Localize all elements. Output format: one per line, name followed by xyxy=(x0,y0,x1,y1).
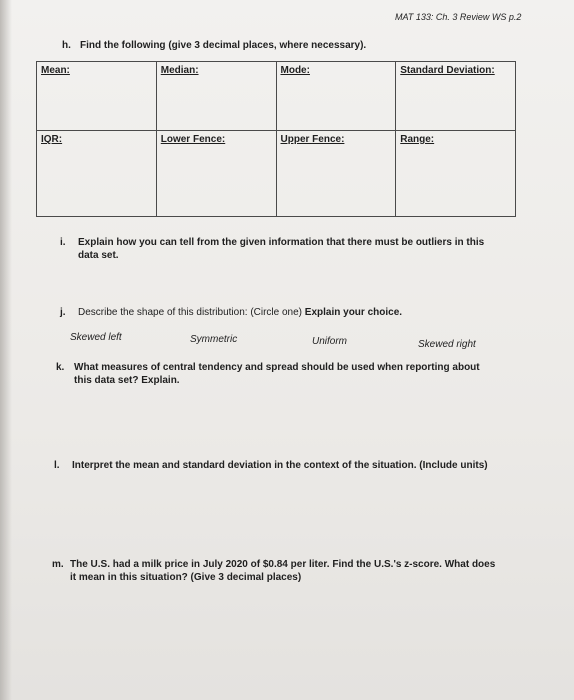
option-symmetric[interactable]: Symmetric xyxy=(190,334,238,345)
mode-label: Mode: xyxy=(280,65,310,76)
question-j-bold: Explain your choice. xyxy=(304,307,403,318)
upper-fence-label: Upper Fence: xyxy=(280,134,345,145)
option-uniform[interactable]: Uniform xyxy=(312,336,348,347)
question-h xyxy=(62,39,366,52)
cell-iqr[interactable] xyxy=(37,131,157,217)
mean-label: Mean: xyxy=(41,65,70,76)
question-j xyxy=(60,306,402,319)
question-l-text: Interpret the mean and standard deviation in the context of the situation. (Include units) xyxy=(72,460,488,471)
question-m-line2: it mean in this situation? (Give 3 decimal places) xyxy=(70,572,302,583)
question-i-line2: data set. xyxy=(78,250,119,261)
question-i xyxy=(60,236,484,262)
page-edge-shadow xyxy=(0,0,12,700)
cell-mode[interactable] xyxy=(276,62,396,131)
cell-standard-deviation[interactable] xyxy=(396,62,516,131)
option-skewed-right[interactable]: Skewed right xyxy=(418,339,476,350)
page-header: MAT 133: Ch. 3 Review WS p.2 xyxy=(395,12,522,22)
option-skewed-left[interactable]: Skewed left xyxy=(70,332,122,343)
question-i-line1: Explain how you can tell from the given information that there must be outliers in this xyxy=(78,237,485,248)
question-k-label: k. xyxy=(56,362,65,373)
question-l-label: l. xyxy=(54,460,60,471)
cell-lower-fence[interactable] xyxy=(156,131,276,217)
cell-mean[interactable] xyxy=(37,62,157,131)
question-m-line1: The U.S. had a milk price in July 2020 of $0.84 per liter. Find the U.S.'s z-score. What does xyxy=(70,559,496,570)
cell-median[interactable] xyxy=(156,62,276,131)
question-k-line1: What measures of central tendency and spread should be used when reporting about xyxy=(74,362,480,373)
range-label: Range: xyxy=(400,134,435,145)
question-m-label: m. xyxy=(52,559,64,570)
cell-range[interactable] xyxy=(396,131,516,217)
question-k-line2: this data set? Explain. xyxy=(74,375,180,386)
lower-fence-label: Lower Fence: xyxy=(160,134,226,145)
standard-deviation-label: Standard Deviation: xyxy=(400,65,495,76)
question-j-text: Describe the shape of this distribution: (Circle one) xyxy=(78,307,302,318)
question-i-label: i. xyxy=(60,237,66,248)
question-h-label: h. xyxy=(62,40,71,51)
question-l xyxy=(54,459,488,472)
statistics-table xyxy=(36,61,516,217)
question-k xyxy=(56,361,480,387)
question-j-label: j. xyxy=(60,307,66,318)
iqr-label: IQR: xyxy=(41,134,63,145)
question-h-text: Find the following (give 3 decimal places, where necessary). xyxy=(80,40,367,51)
cell-upper-fence[interactable] xyxy=(276,131,396,217)
question-m xyxy=(52,558,495,584)
median-label: Median: xyxy=(160,65,199,76)
